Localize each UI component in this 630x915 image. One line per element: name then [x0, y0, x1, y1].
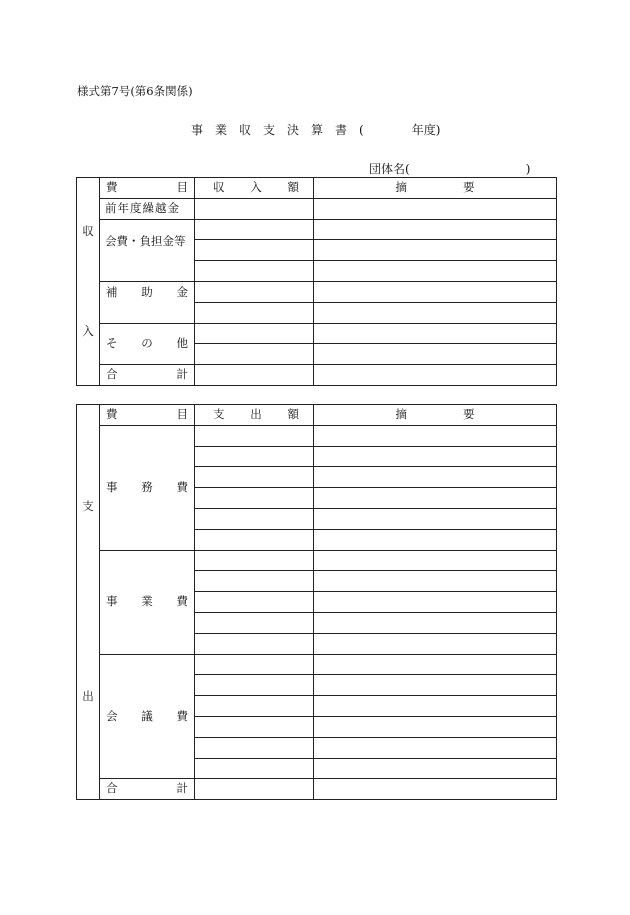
expense-row-project-1: [77, 550, 557, 571]
organization-line: [369, 160, 530, 177]
income-item-fees: 会費・負担金等: [100, 219, 195, 281]
expense-summary-cell[interactable]: [314, 446, 557, 467]
expense-amount-cell[interactable]: [195, 529, 314, 550]
expense-summary-cell[interactable]: [314, 612, 557, 633]
expense-summary-cell[interactable]: [314, 508, 557, 529]
organization-close-paren: ): [525, 162, 531, 176]
expense-amount-cell[interactable]: [195, 633, 314, 654]
expense-amount-cell[interactable]: [195, 758, 314, 779]
expense-item-office: 事 務 費: [100, 425, 195, 550]
income-row-subsidy-2: [77, 281, 557, 302]
expense-amount-cell[interactable]: [195, 592, 314, 613]
income-amount-cell[interactable]: [195, 344, 314, 365]
expense-row-meeting-1: [77, 654, 557, 675]
expense-summary-cell[interactable]: [314, 550, 557, 571]
title-main: 事業収支決算書: [191, 123, 360, 137]
expense-amount-cell[interactable]: [195, 446, 314, 467]
expense-summary-cell[interactable]: [314, 654, 557, 675]
expense-summary-cell[interactable]: [314, 571, 557, 592]
income-amount-cell[interactable]: [195, 198, 314, 219]
expense-row-total: [77, 779, 557, 800]
expense-summary-cell[interactable]: [314, 696, 557, 717]
income-summary-cell[interactable]: [314, 281, 557, 302]
expense-amount-cell[interactable]: [195, 467, 314, 488]
expense-summary-cell[interactable]: [314, 633, 557, 654]
expense-total-amount[interactable]: [195, 779, 314, 800]
income-amount-cell[interactable]: [195, 323, 314, 344]
expense-amount-cell[interactable]: [195, 508, 314, 529]
expense-label-bottom: 出: [82, 689, 94, 704]
expense-item-meeting: 会 議 費: [100, 654, 195, 779]
income-item-carryover: 前年度繰越金: [100, 198, 195, 219]
expense-amount-cell[interactable]: [195, 550, 314, 571]
income-amount-cell[interactable]: [195, 281, 314, 302]
income-summary-cell[interactable]: [314, 344, 557, 365]
income-summary-cell[interactable]: [314, 261, 557, 282]
expense-amount-cell[interactable]: [195, 696, 314, 717]
income-total-summary[interactable]: [314, 365, 557, 386]
income-amount-cell[interactable]: [195, 261, 314, 282]
income-amount-cell[interactable]: [195, 302, 314, 323]
income-amount-cell[interactable]: [195, 219, 314, 240]
expense-section-label: [77, 405, 100, 800]
income-row-fees: [77, 219, 557, 240]
income-summary-cell[interactable]: [314, 219, 557, 240]
expense-amount-cell[interactable]: [195, 716, 314, 737]
income-summary-cell[interactable]: [314, 240, 557, 261]
income-section-label: [77, 178, 100, 386]
expense-header-row: [77, 405, 557, 426]
expense-amount-cell[interactable]: [195, 488, 314, 509]
income-item-other: そ の 他: [100, 323, 195, 365]
form-number: 様式第7号(第6条関係): [77, 84, 193, 98]
expense-amount-cell[interactable]: [195, 675, 314, 696]
income-amount-cell[interactable]: [195, 240, 314, 261]
expense-summary-cell[interactable]: [314, 716, 557, 737]
expense-amount-cell[interactable]: [195, 737, 314, 758]
income-header-row: [77, 178, 557, 199]
document-title: [191, 121, 440, 138]
income-row-other-1: [77, 323, 557, 344]
income-summary-cell[interactable]: [314, 323, 557, 344]
expense-label-top: 支: [82, 499, 94, 514]
income-item-total: 合 計: [100, 365, 195, 386]
expense-summary-cell[interactable]: [314, 488, 557, 509]
expense-summary-cell[interactable]: [314, 529, 557, 550]
expense-summary-cell[interactable]: [314, 737, 557, 758]
expense-amount-cell[interactable]: [195, 612, 314, 633]
income-item-subsidy: 補 助 金: [100, 281, 195, 323]
expense-table: [76, 404, 557, 800]
expense-summary-cell[interactable]: [314, 425, 557, 446]
expense-header-amount: 支 出 額: [195, 405, 314, 426]
expense-summary-cell[interactable]: [314, 467, 557, 488]
expense-item-total: 合 計: [100, 779, 195, 800]
income-header-amount: 収 入 額: [195, 178, 314, 199]
expense-row-office-1: [77, 425, 557, 446]
expense-amount-cell[interactable]: [195, 654, 314, 675]
expense-amount-cell[interactable]: [195, 425, 314, 446]
expense-summary-cell[interactable]: [314, 758, 557, 779]
income-header-summary: 摘 要: [314, 178, 557, 199]
income-row-carryover: [77, 198, 557, 219]
income-row-total: [77, 365, 557, 386]
income-summary-cell[interactable]: [314, 302, 557, 323]
income-label-top: 収: [82, 223, 94, 238]
title-open-paren: (: [359, 123, 364, 137]
income-summary-cell[interactable]: [314, 198, 557, 219]
expense-header-item: 費 目: [100, 405, 195, 426]
expense-summary-cell[interactable]: [314, 675, 557, 696]
title-year-suffix: 年度): [411, 123, 441, 137]
organization-label: 団体名(: [369, 162, 410, 176]
income-header-item: 費 目: [100, 178, 195, 199]
income-table: [76, 177, 557, 386]
expense-item-project: 事 業 費: [100, 550, 195, 654]
income-total-amount[interactable]: [195, 365, 314, 386]
expense-header-summary: 摘 要: [314, 405, 557, 426]
expense-total-summary[interactable]: [314, 779, 557, 800]
income-label-bottom: 入: [82, 323, 94, 338]
expense-amount-cell[interactable]: [195, 571, 314, 592]
expense-summary-cell[interactable]: [314, 592, 557, 613]
